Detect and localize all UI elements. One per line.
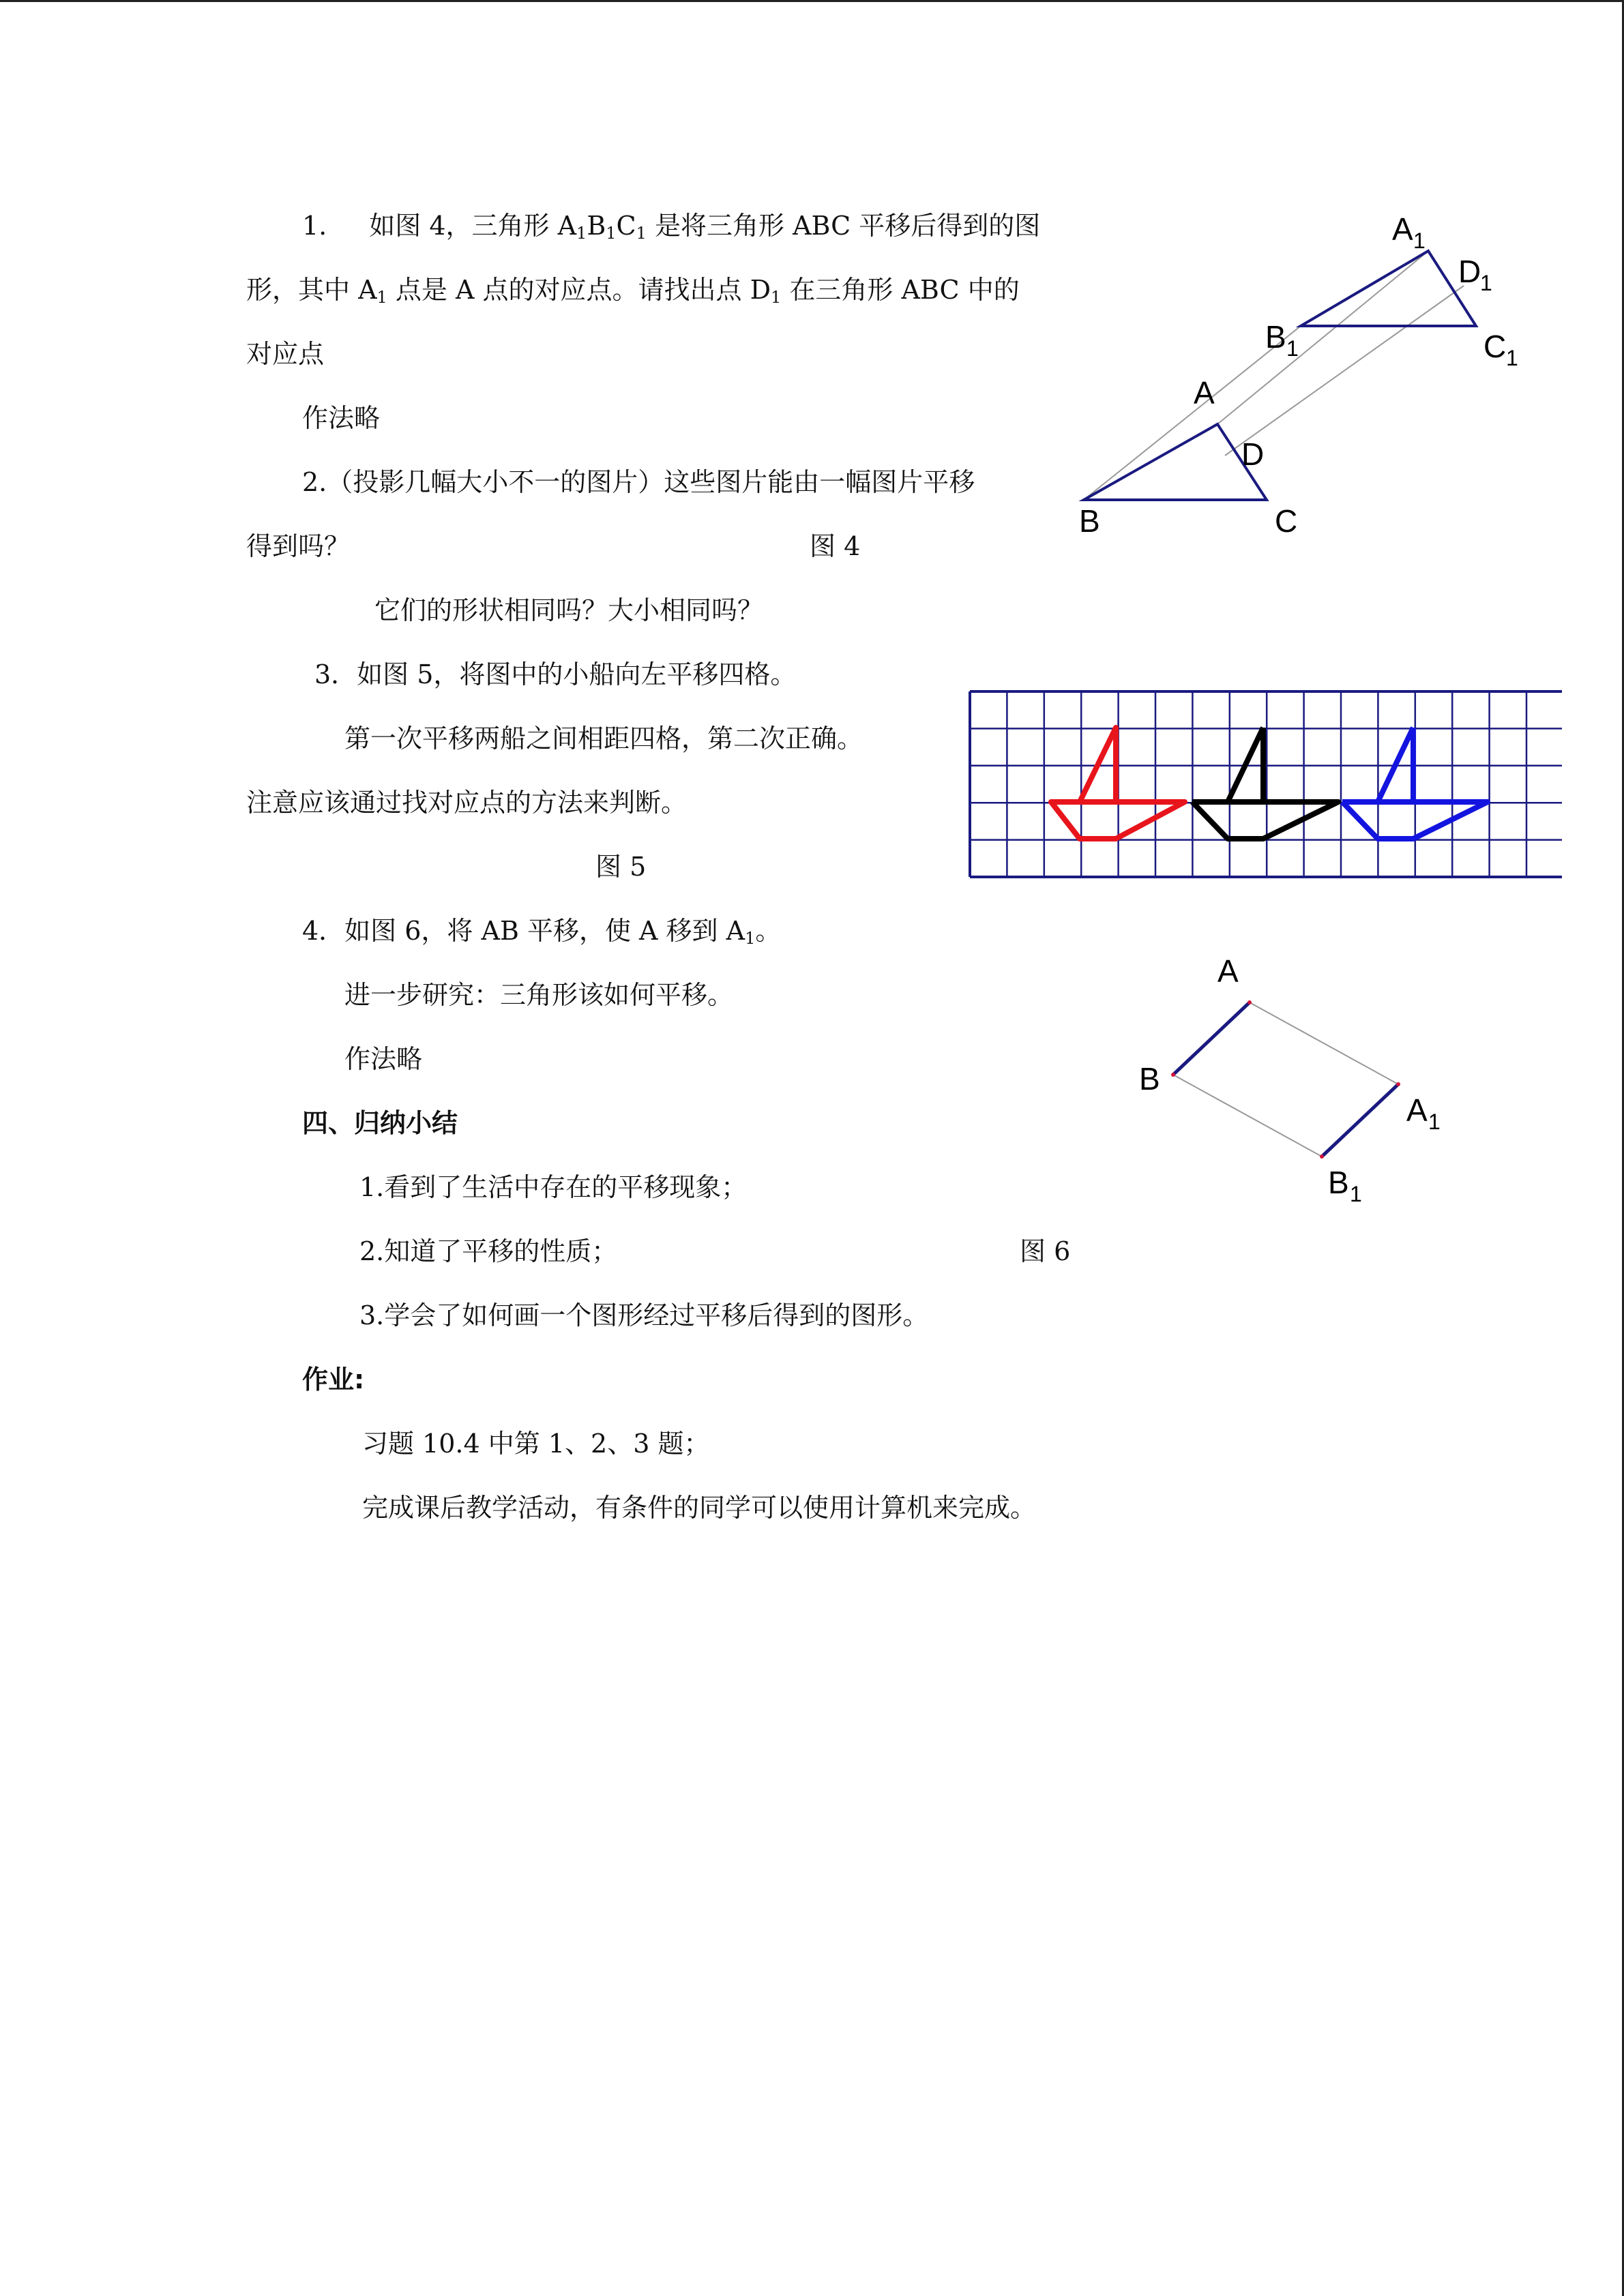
problem-4-line-1: 4．如图 6，将 AB 平移，使 A 移到 $A_1$。 xyxy=(302,916,782,948)
svg-text:1: 1 xyxy=(1428,1109,1441,1134)
label-b: B xyxy=(1139,1061,1160,1097)
point-b1 xyxy=(1320,1154,1324,1159)
triangle-a1b1c1 xyxy=(1301,251,1476,326)
label-d: D xyxy=(1241,436,1265,472)
figure-4-caption: 图 4 xyxy=(810,531,861,561)
figure-4-guide-a xyxy=(1217,251,1428,424)
problem-1-method: 作法略 xyxy=(302,403,381,433)
problem-4-method: 作法略 xyxy=(344,1044,423,1074)
point-b xyxy=(1171,1073,1175,1077)
problem-4-line-2: 进一步研究：三角形该如何平移。 xyxy=(344,980,734,1010)
summary-heading: 四、归纳小结 xyxy=(302,1108,458,1138)
label-a: A xyxy=(1217,953,1239,989)
homework-item-2: 完成课后教学活动，有条件的同学可以使用计算机来完成。 xyxy=(362,1493,1037,1523)
label-c1: C xyxy=(1483,329,1507,364)
label-b: B xyxy=(1079,503,1100,539)
problem-1-number: 1. xyxy=(302,211,327,241)
figure-4-triangles xyxy=(1078,198,1541,552)
figure-5-caption: 图 5 xyxy=(595,852,647,882)
homework-item-1: 习题 10.4 中第 1、2、3 题； xyxy=(362,1429,710,1459)
figure-4-guide-d xyxy=(1225,286,1464,456)
boat-black-hull xyxy=(1192,802,1338,839)
summary-item-2: 2.知道了平移的性质； xyxy=(359,1236,618,1266)
problem-3-line-1: 3．如图 5，将图中的小船向左平移四格。 xyxy=(314,659,797,689)
problem-2-line-3: 它们的形状相同吗？大小相同吗？ xyxy=(374,595,764,625)
svg-text:1: 1 xyxy=(1506,346,1518,370)
homework-heading: 作业: xyxy=(302,1365,365,1395)
problem-3-line-2: 第一次平移两船之间相距四格，第二次正确。 xyxy=(344,724,863,754)
point-a1 xyxy=(1396,1082,1400,1086)
point-a xyxy=(1247,1000,1252,1004)
label-b1: B xyxy=(1328,1165,1349,1200)
problem-2-line-2: 得到吗？ xyxy=(246,531,351,561)
label-b1: B xyxy=(1265,319,1286,355)
boat-black-sail xyxy=(1228,728,1263,802)
segment-a1b1 xyxy=(1322,1084,1398,1157)
svg-text:1: 1 xyxy=(1480,271,1492,295)
summary-item-1: 1.看到了生活中存在的平移现象； xyxy=(359,1172,748,1202)
boat-red-sail xyxy=(1080,728,1116,802)
figure-5-grid xyxy=(967,689,1562,880)
triangle-abc xyxy=(1084,424,1267,500)
boat-blue-sail xyxy=(1378,728,1413,802)
figure-6-parallelogram xyxy=(1132,948,1473,1221)
svg-text:1: 1 xyxy=(1413,228,1426,253)
svg-text:1: 1 xyxy=(1350,1182,1362,1206)
summary-item-3: 3.学会了如何画一个图形经过平移后得到的图形。 xyxy=(359,1300,929,1330)
problem-1-line-3: 对应点 xyxy=(246,339,325,369)
label-a1: A xyxy=(1406,1092,1428,1128)
problem-2-line-1: 2.（投影几幅大小不一的图片）这些图片能由一幅图片平移 xyxy=(302,467,975,497)
segment-ab xyxy=(1173,1002,1250,1075)
label-a: A xyxy=(1194,375,1215,411)
figure-6-caption: 图 6 xyxy=(1020,1236,1071,1266)
guide-a-a1 xyxy=(1250,1002,1398,1084)
problem-1-line-1: 1. 如图 4，三角形 $A_1B_1C_1$ 是将三角形 ABC 平移后得到的图 xyxy=(302,211,1041,243)
problem-3-line-3: 注意应该通过找对应点的方法来判断。 xyxy=(246,788,688,818)
problem-1-line-2: 形，其中 $A_1$ 点是 A 点的对应点。请找出点 $D_1$ 在三角形 ABC 中的 xyxy=(246,275,1020,307)
guide-b-b1 xyxy=(1173,1075,1322,1157)
svg-text:1: 1 xyxy=(1286,336,1299,361)
label-d1: D xyxy=(1458,254,1481,289)
label-a1: A xyxy=(1392,211,1413,247)
label-c: C xyxy=(1275,503,1298,539)
